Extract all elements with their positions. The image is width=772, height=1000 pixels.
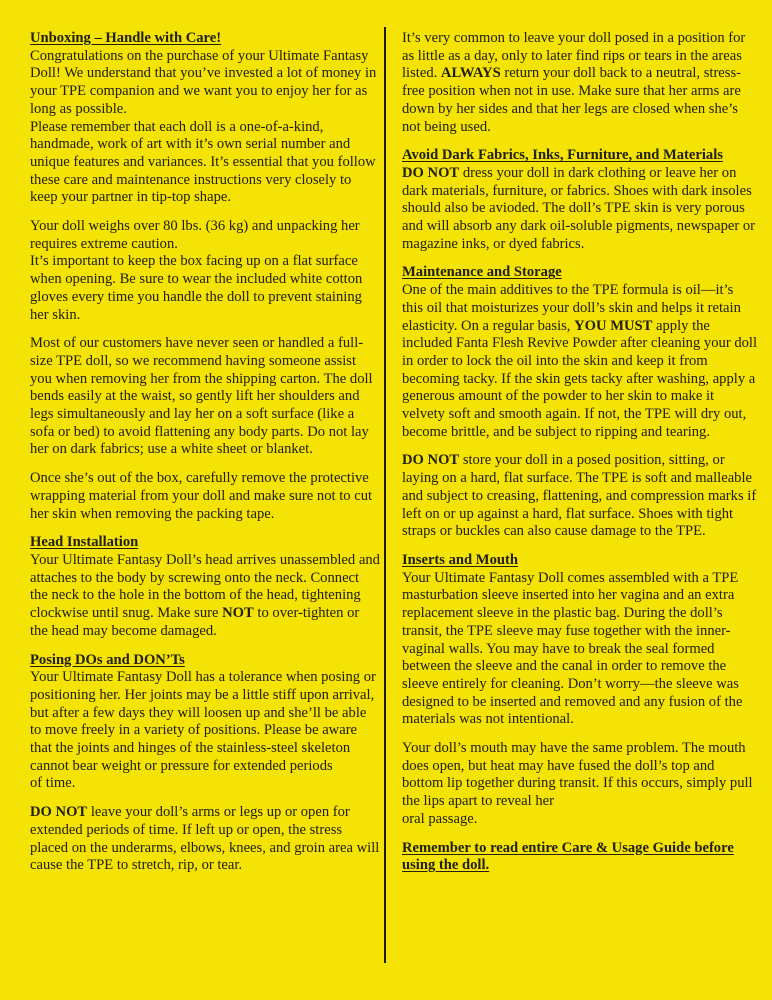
head-installation-paragraph: Your Ultimate Fantasy Doll’s head arrives unassembled and attaches to the body by screwing onto the neck. Connect the neck to the hole in the bottom of the head, tightening clockwise until snug. Make sure NOT to over-tighten or the head may become damaged. (30, 551, 380, 639)
head-installation-heading: Head Installation (30, 534, 139, 551)
column-divider-rule (384, 27, 386, 963)
neutral-position-paragraph: It’s very common to leave your doll posed in a position for as little as a day, only to later find rips or tears in the areas listed. ALWAYS return your doll back to a neutral, stress-free position when not in use. Make sure that her arms are down by her sides and that her legs are closed when she’s not being used. (402, 30, 746, 135)
inserts-paragraph: Your Ultimate Fantasy Doll comes assembled with a TPE masturbation sleeve inserted into her vagina and an extra replacement sleeve in the plastic bag. During the doll’s transit, the TPE sleeve may fuse together with the inner-vaginal walls. You may have to break the seal formed between the sleeve and the canal in order to remove the sleeve entirely for cleaning. Don’t worry—the sleeve was designed to be inserted and removed and any fusion of the materials was not intentional. (402, 569, 743, 728)
doll-weight-paragraph: Your doll weighs over 80 lbs. (36 kg) and unpacking her requires extreme caution. It’s important to keep the box facing up on a flat surface when opening. Be sure to wear the included white cotton gloves every time you handle the doll to prevent staining her skin. (30, 218, 363, 323)
removal-assistance-paragraph: Most of our customers have never seen or handled a full-size TPE doll, so we recommend having someone assist you when removing her from the shipping carton. The doll bends easily at the waist, so gently lift her shoulders and legs simultaneously and lay her on a soft surface (like a sofa or bed) to avoid flattening any body parts. Do not lay her on dark fabrics; use a white sheet or blanket. (30, 335, 373, 458)
maintenance-storage-heading: Maintenance and Storage (402, 264, 562, 281)
closing-reminder-heading: Remember to read entire Care & Usage Guide before using the doll. (402, 839, 734, 874)
maintenance-paragraph: One of the main additives to the TPE formula is oil—it’s this oil that moisturizes your doll’s skin and helps it retain elasticity. On a regular basis, YOU MUST apply the included Fanta Flesh Revive Powder after cleaning your doll in order to lock the oil into the skin and keep it from becoming tacky. If the skin gets tacky after washing, apply a generous amount of the powder to her skin to make it velvety soft and smooth again. If not, the TPE will dry out, become brittle, and be subject to ripping and tearing. (402, 282, 758, 440)
mouth-paragraph: Your doll’s mouth may have the same problem. The mouth does open, but heat may have fused the doll’s top and bottom lip together during transit. If this occurs, simply pull the lips apart to reveal her oral passage. (402, 740, 753, 827)
avoid-dark-fabrics-heading: Avoid Dark Fabrics, Inks, Furniture, and Materials (402, 147, 723, 164)
unboxing-heading: Unboxing – Handle with Care! (30, 30, 222, 46)
left-column (30, 30, 380, 886)
right-column (402, 30, 758, 875)
inserts-mouth-heading: Inserts and Mouth (402, 551, 518, 568)
do-not-leave-limbs-paragraph: DO NOT leave your doll’s arms or legs up or open for extended periods of time. If left up or open, the stress placed on the underarms, elbows, knees, and groin area will cause the TPE to stretch, rip, or tear. (30, 804, 380, 874)
unwrapping-paragraph: Once she’s out of the box, carefully remove the protective wrapping material from your doll and make sure not to cut her skin when removing the packing tape. (30, 470, 373, 522)
avoid-dark-fabrics-paragraph: DO NOT dress your doll in dark clothing or leave her on dark materials, furniture, or fabrics. Shoes with dark insoles should also be avioded. The doll’s TPE skin is very porous and will absorb any dark oil-soluble pigments, newspaper or magazine inks, or dyed fabrics. (402, 164, 756, 252)
posing-heading: Posing DOs and DON’Ts (30, 651, 185, 668)
do-not-store-posed-paragraph: DO NOT store your doll in a posed position, sitting, or laying on a hard, flat surface. The TPE is soft and malleable and subject to creasing, flattening, and compression marks if left on or up against a hard, flat surface. Shoes with tight straps or buckles can also cause damage to the TPE. (402, 452, 757, 540)
posing-tolerance-paragraph: Your Ultimate Fantasy Doll has a tolerance when posing or positioning her. Her joints may be a little stiff upon arrival, but after a few days they will loosen up and she’ll be able to move freely in a variety of positions. Please be aware that the joints and hinges of the stainless-steel skeleton cannot bear weight or pressure for extended periods of time. (30, 669, 376, 792)
unboxing-intro-paragraph: Congratulations on the purchase of your Ultimate Fantasy Doll! We understand that you’ve invested a lot of money in your TPE companion and we want you to enjoy her for as long as possible. Please remember that each doll is a one-of-a-kind, handmade, work of art with it’s own serial number and unique features and variances. It’s essential that you follow these care and maintenance instructions very closely to keep your partner in tip-top shape. (30, 47, 377, 206)
